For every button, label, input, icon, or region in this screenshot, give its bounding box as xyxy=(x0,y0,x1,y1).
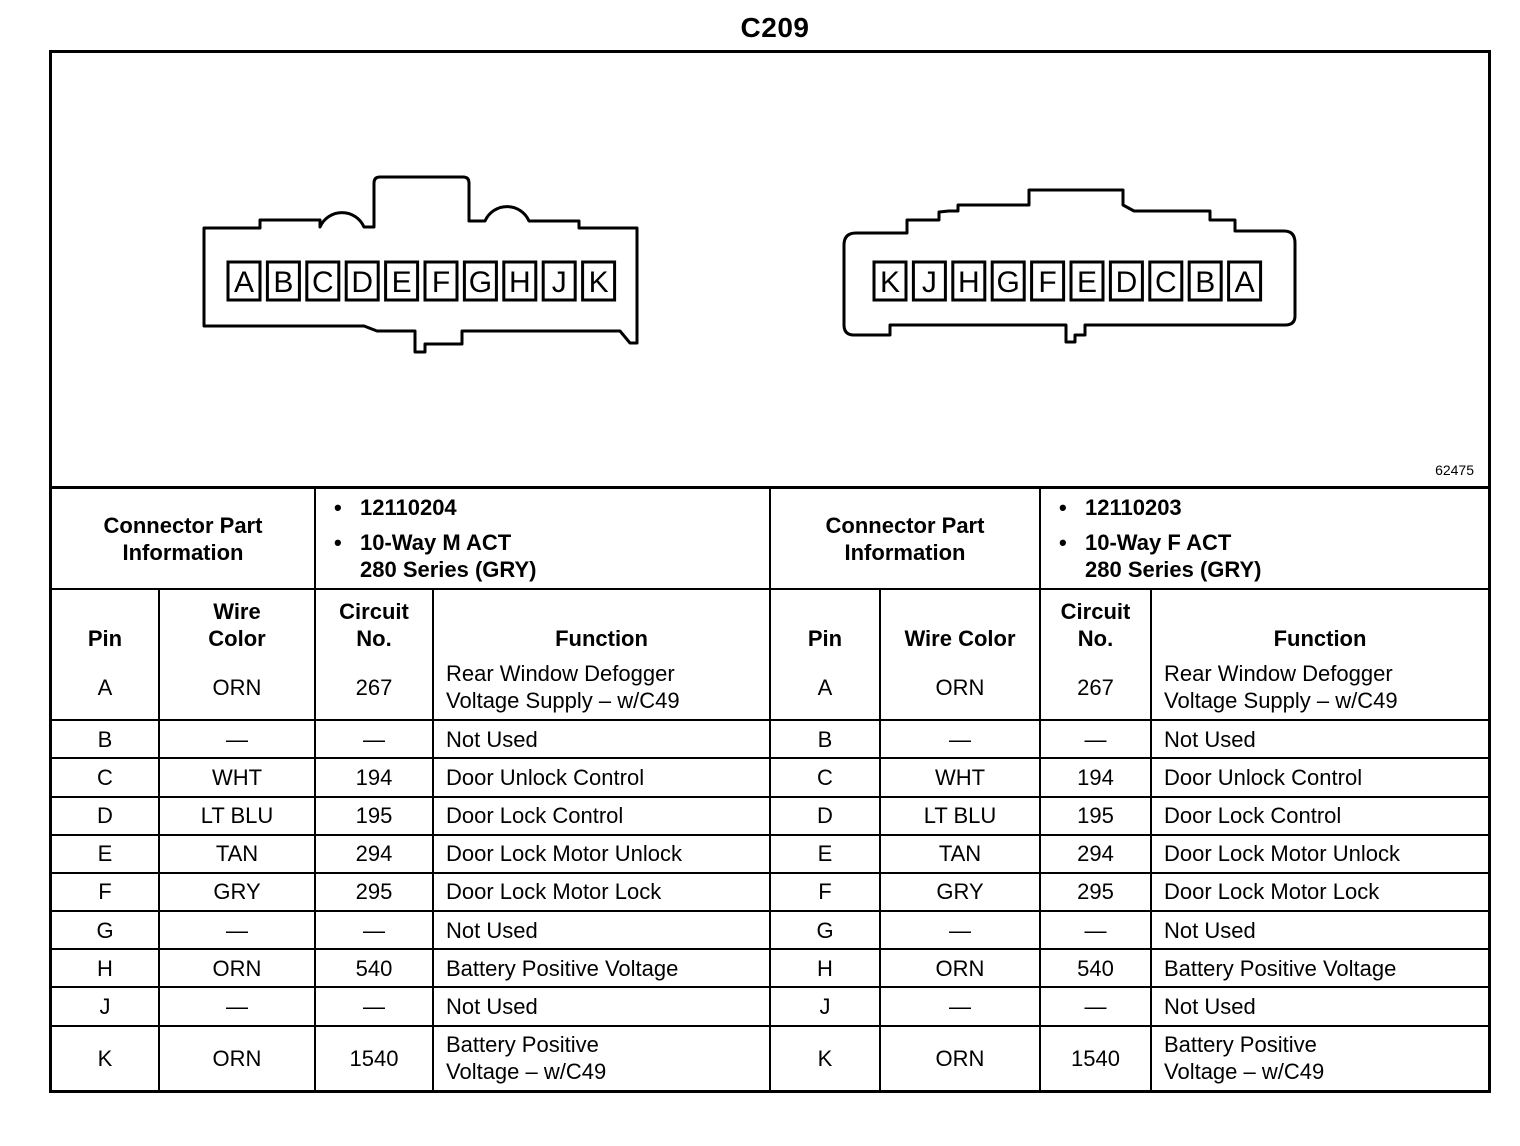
pin-cell: K xyxy=(52,1026,159,1090)
wire-color-cell: — xyxy=(880,911,1040,949)
function-cell xyxy=(433,911,770,949)
function-line: Rear Window Defogger xyxy=(446,661,675,687)
wire-color-cell: LT BLU xyxy=(159,797,315,835)
pin-cell: A xyxy=(770,656,880,720)
pin-cell: G xyxy=(770,911,880,949)
wire-color-cell: TAN xyxy=(880,835,1040,873)
connector-part-numbers-left: • 12110204 • 10-Way M ACT 280 Series (GRY) xyxy=(315,489,770,589)
connector-f-cavities xyxy=(874,262,1261,300)
circuit-cell: — xyxy=(315,987,433,1025)
connector-f-cavity-label: H xyxy=(957,266,980,299)
function-cell xyxy=(1151,911,1488,949)
function-line: Not Used xyxy=(446,994,538,1020)
connector-f-cavity-label: D xyxy=(1115,266,1138,299)
connector-sheet xyxy=(49,50,1491,1093)
function-line: Door Lock Control xyxy=(1164,803,1342,829)
function-line: Not Used xyxy=(446,726,538,752)
circuit-cell: 540 xyxy=(1040,949,1151,987)
connector-f-cavity-label: G xyxy=(996,266,1020,299)
circuit-cell: 1540 xyxy=(1040,1026,1151,1090)
diagram-title: C209 xyxy=(740,12,810,43)
header-pin: Pin xyxy=(770,589,880,655)
connector-f-cavity-label: B xyxy=(1195,266,1216,299)
function-line: Voltage Supply – w/C49 xyxy=(446,688,680,714)
function-line: Battery Positive xyxy=(446,1032,599,1058)
circuit-cell: 267 xyxy=(315,656,433,720)
connector-f-cavity-label: J xyxy=(921,266,937,299)
pin-cell: C xyxy=(52,758,159,796)
connector-f-cavity-label: F xyxy=(1038,266,1057,299)
function-cell xyxy=(433,873,770,911)
connector-m-cavity-label: G xyxy=(468,266,493,299)
connector-m-cavity-label: B xyxy=(273,266,294,299)
pin-cell: J xyxy=(770,987,880,1025)
circuit-cell: — xyxy=(1040,911,1151,949)
function-line: Rear Window Defogger xyxy=(1164,661,1393,687)
function-cell xyxy=(433,987,770,1025)
wire-color-cell: — xyxy=(880,720,1040,758)
connector-part-numbers-right: • 12110203 • 10-Way F ACT 280 Series (GRY) xyxy=(1040,489,1488,589)
wire-color-cell: WHT xyxy=(159,758,315,796)
figure-number: 62475 xyxy=(1435,462,1474,478)
header-function: Function xyxy=(433,589,770,655)
pin-cell: C xyxy=(770,758,880,796)
function-line: Battery Positive Voltage xyxy=(446,955,679,981)
wire-color-cell: — xyxy=(159,987,315,1025)
table-row xyxy=(52,949,1488,987)
function-cell xyxy=(1151,656,1488,720)
function-line: Door Unlock Control xyxy=(446,764,645,790)
connector-f-cavity-label: E xyxy=(1076,266,1098,299)
function-cell xyxy=(433,835,770,873)
function-cell xyxy=(433,656,770,720)
circuit-cell: 194 xyxy=(1040,758,1151,796)
connector-m-cavities xyxy=(228,262,615,300)
wire-color-cell: LT BLU xyxy=(880,797,1040,835)
pin-cell: B xyxy=(52,720,159,758)
function-line: Door Lock Control xyxy=(446,803,624,829)
table-row xyxy=(52,720,1488,758)
header-circuit-no: Circuit No. xyxy=(315,589,433,655)
connector-f-cavity-label: A xyxy=(1234,266,1255,299)
circuit-cell: 295 xyxy=(315,873,433,911)
wire-color-cell: WHT xyxy=(880,758,1040,796)
header-pin: Pin xyxy=(52,589,159,655)
function-line: Not Used xyxy=(1164,726,1256,752)
function-cell xyxy=(433,720,770,758)
pin-cell: F xyxy=(770,873,880,911)
connector-info-label-left: Connector Part Information xyxy=(52,489,315,589)
wire-color-cell: ORN xyxy=(880,1026,1040,1090)
header-function: Function xyxy=(1151,589,1488,655)
circuit-cell: — xyxy=(1040,987,1151,1025)
circuit-cell: 294 xyxy=(1040,835,1151,873)
pin-cell: E xyxy=(52,835,159,873)
wire-color-cell: ORN xyxy=(159,656,315,720)
function-cell xyxy=(1151,720,1488,758)
circuit-cell: 1540 xyxy=(315,1026,433,1090)
wire-color-cell: TAN xyxy=(159,835,315,873)
wire-color-cell: ORN xyxy=(880,656,1040,720)
pin-table-header xyxy=(52,589,1488,655)
connector-info-label-right: Connector Part Information xyxy=(770,489,1040,589)
pin-cell: H xyxy=(770,949,880,987)
table-row xyxy=(52,797,1488,835)
function-line: Door Unlock Control xyxy=(1164,764,1363,790)
connector-face-views xyxy=(52,53,1488,489)
function-cell xyxy=(1151,1026,1488,1090)
function-cell xyxy=(433,949,770,987)
header-circuit-no: Circuit No. xyxy=(1040,589,1151,655)
wire-color-cell: ORN xyxy=(159,949,315,987)
pin-cell: D xyxy=(52,797,159,835)
table-row xyxy=(52,758,1488,796)
function-line: Battery Positive xyxy=(1164,1032,1317,1058)
circuit-cell: 295 xyxy=(1040,873,1151,911)
wire-color-cell: ORN xyxy=(159,1026,315,1090)
pin-cell: B xyxy=(770,720,880,758)
function-line: Door Lock Motor Lock xyxy=(446,879,662,905)
table-row xyxy=(52,911,1488,949)
function-cell xyxy=(433,797,770,835)
pin-cell: J xyxy=(52,987,159,1025)
function-cell xyxy=(1151,797,1488,835)
wire-color-cell: GRY xyxy=(880,873,1040,911)
pin-cell: K xyxy=(770,1026,880,1090)
function-line: Not Used xyxy=(1164,994,1256,1020)
function-line: Door Lock Motor Unlock xyxy=(1164,841,1400,867)
wire-color-cell: — xyxy=(159,720,315,758)
header-wire-color: Wire Color xyxy=(880,589,1040,655)
pinout-table xyxy=(52,489,1488,1090)
circuit-cell: — xyxy=(1040,720,1151,758)
table-row xyxy=(52,1026,1488,1090)
connector-drawings xyxy=(52,53,1488,486)
function-line: Voltage Supply – w/C49 xyxy=(1164,688,1398,714)
table-row xyxy=(52,835,1488,873)
pin-cell: F xyxy=(52,873,159,911)
circuit-cell: — xyxy=(315,720,433,758)
function-line: Battery Positive Voltage xyxy=(1164,955,1397,981)
connector-m-cavity-label: J xyxy=(551,266,567,299)
pin-rows xyxy=(52,656,1488,1090)
connector-m-cavity-label: E xyxy=(391,266,412,299)
connector-m-cavity-label: H xyxy=(508,266,531,299)
circuit-cell: 267 xyxy=(1040,656,1151,720)
pin-cell: G xyxy=(52,911,159,949)
connector-m-cavity-label: F xyxy=(431,266,451,299)
function-cell xyxy=(433,1026,770,1090)
connector-m-cavity-label: C xyxy=(311,266,334,299)
function-line: Voltage – w/C49 xyxy=(446,1059,607,1085)
connector-m-cavity-label: K xyxy=(588,266,609,299)
pin-cell: A xyxy=(52,656,159,720)
function-cell xyxy=(433,758,770,796)
header-wire-color: Wire Color xyxy=(159,589,315,655)
wire-color-cell: — xyxy=(159,911,315,949)
table-row xyxy=(52,873,1488,911)
function-line: Voltage – w/C49 xyxy=(1164,1059,1325,1085)
connector-m-cavity-label: A xyxy=(233,266,255,299)
connector-f-cavity-label: K xyxy=(879,266,901,299)
connector-f-cavity-label: C xyxy=(1154,266,1177,299)
connector-info-row xyxy=(52,489,1488,589)
pin-cell: E xyxy=(770,835,880,873)
connector-m-outline xyxy=(204,177,637,352)
pin-cell: H xyxy=(52,949,159,987)
circuit-cell: 294 xyxy=(315,835,433,873)
function-cell xyxy=(1151,987,1488,1025)
circuit-cell: — xyxy=(315,911,433,949)
wire-color-cell: GRY xyxy=(159,873,315,911)
wire-color-cell: ORN xyxy=(880,949,1040,987)
function-cell xyxy=(1151,949,1488,987)
function-cell xyxy=(1151,873,1488,911)
circuit-cell: 540 xyxy=(315,949,433,987)
connector-m-cavity-label: D xyxy=(351,266,374,299)
table-row xyxy=(52,987,1488,1025)
pin-cell: D xyxy=(770,797,880,835)
function-line: Not Used xyxy=(446,917,538,943)
function-cell xyxy=(1151,758,1488,796)
wire-color-cell: — xyxy=(880,987,1040,1025)
circuit-cell: 195 xyxy=(1040,797,1151,835)
function-line: Door Lock Motor Unlock xyxy=(446,841,682,867)
circuit-cell: 194 xyxy=(315,758,433,796)
circuit-cell: 195 xyxy=(315,797,433,835)
function-line: Not Used xyxy=(1164,917,1256,943)
function-line: Door Lock Motor Lock xyxy=(1164,879,1380,905)
function-cell xyxy=(1151,835,1488,873)
table-row xyxy=(52,656,1488,720)
